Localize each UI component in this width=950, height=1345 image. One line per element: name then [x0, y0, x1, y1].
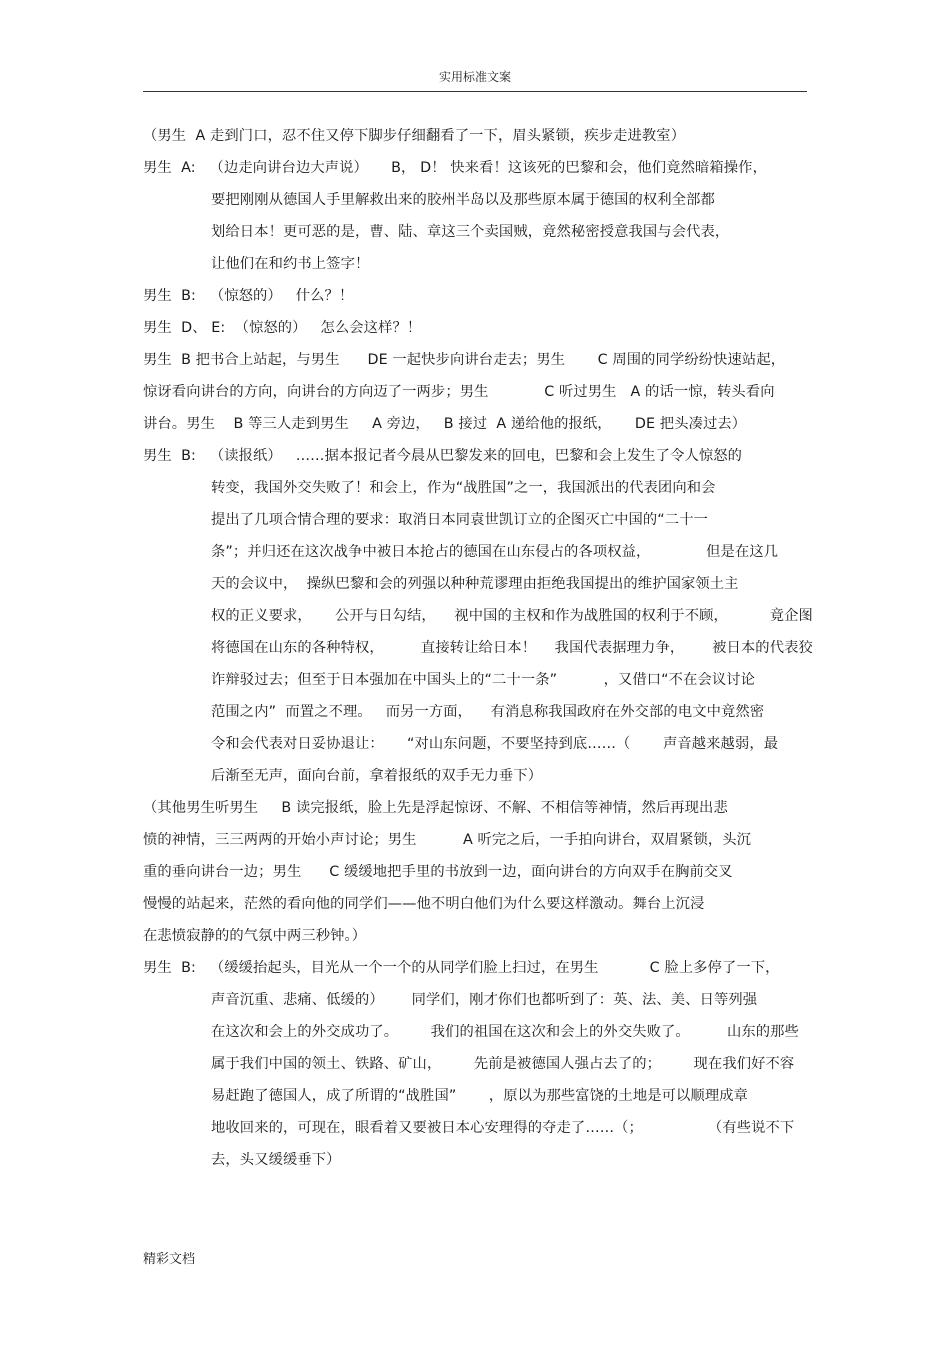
text-line: 将德国在山东的各种特权， 直接转让给日本！ 我国代表据理力争， 被日本的代表狡 — [211, 640, 813, 656]
text-line: 天的会议中， 操纵巴黎和会的列强以种种荒谬理由拒绝我国提出的维护国家领土主 — [211, 576, 739, 592]
text-line: （其他男生听男生 B 读完报纸，脸上先是浮起惊讶、不解、不相信等神情，然后再现出悲 — [143, 800, 728, 816]
text-line: 去，头又缓缓垂下） — [211, 1152, 341, 1168]
text-line: 诈辩驳过去；但至于日本强加在中国头上的“二十一条” ，又借口“不在会议讨论 — [211, 672, 756, 688]
text-line: 让他们在和约书上签字！ — [211, 256, 370, 272]
text-line: 易赶跑了德国人，成了所谓的“战胜国” ，原以为那些富饶的土地是可以顺理成章 — [211, 1088, 749, 1104]
text-line: 讲台。男生 B 等三人走到男生 A 旁边， B 接过 A 递给他的报纸， DE 把头凑过去） — [143, 416, 747, 432]
text-line: 后渐至无声，面向台前，拿着报纸的双手无力垂下） — [211, 768, 543, 784]
text-line: 范围之内” 而置之不理。 而另一方面， 有消息称我国政府在外交部的电文中竟然密 — [211, 704, 765, 720]
text-line: 声音沉重、悲痛、低缓的） 同学们，刚才你们也都听到了：英、法、美、日等列强 — [211, 992, 758, 1008]
text-line: 愤的神情，三三两两的开始小声讨论；男生 A 听完之后，一手拍向讲台，双眉紧锁，头沉 — [143, 832, 752, 848]
text-line: 令和会代表对日妥协退让： “对山东问题，不要坚持到底……（ 声音越来越弱，最 — [211, 736, 779, 752]
page-header: 实用标准文案 — [438, 70, 511, 84]
text-line: 条”；并归还在这次战争中被日本抢占的德国在山东侵占的各项权益， 但是在这几 — [211, 544, 779, 560]
text-line: 慢慢的站起来，茫然的看向他的同学们——他不明白他们为什么要这样激动。舞台上沉浸 — [143, 896, 705, 912]
text-line: 男生 B 把书合上站起，与男生 DE 一起快步向讲台走去；男生 C 周围的同学纷纷快速站起， — [143, 352, 786, 368]
text-line: 男生 B: （惊怒的） 什么？！ — [143, 288, 354, 304]
header-divider — [143, 91, 807, 92]
text-line: 在悲愤寂静的的气氛中两三秒钟。） — [143, 928, 367, 944]
page-footer: 精彩文档 — [143, 1252, 196, 1267]
text-line: 地收回来的，可现在，眼看着又要被日本心安理得的夺走了……（； （有些说不下 — [211, 1120, 795, 1136]
text-line: 在这次和会上的外交成功了。 我们的祖国在这次和会上的外交失败了。 山东的那些 — [211, 1024, 799, 1040]
text-line: 男生 B: （读报纸） ……据本报记者今晨从巴黎发来的回电，巴黎和会上发生了令人惊怒的 — [143, 448, 743, 464]
text-line: 要把刚刚从德国人手里解救出来的胶州半岛以及那些原本属于德国的权利全部都 — [211, 192, 715, 208]
text-line: 男生 A: （边走向讲台边大声说） B， D！ 快来看！这该死的巴黎和会，他们竟然暗箱操作， — [143, 160, 767, 176]
text-line: 转变，我国外交失败了！和会上，作为“战胜国”之一，我国派出的代表团向和会 — [211, 480, 716, 496]
text-line: （男生 A 走到门口，忍不住又停下脚步仔细翻看了一下，眉头紧锁，疾步走进教室） — [143, 128, 686, 144]
text-line: 男生 B: （缓缓抬起头，目光从一个一个的从同学们脸上扫过，在男生 C 脸上多停了一下， — [143, 960, 780, 976]
text-line: 重的垂向讲台一边；男生 C 缓缓地把手里的书放到一边，面向讲台的方向双手在胸前交叉 — [143, 864, 733, 880]
text-line: 惊讶看向讲台的方向，向讲台的方向迈了一两步；男生 C 听过男生 A 的话一惊，转头看向 — [143, 384, 775, 400]
text-line: 属于我们中国的领土、铁路、矿山， 先前是被德国人强占去了的； 现在我们好不容 — [211, 1056, 795, 1072]
text-line: 男生 D、 E: （惊怒的） 怎么会这样？！ — [143, 320, 422, 336]
text-line: 提出了几项合情合理的要求：取消日本同袁世凯订立的企图灭亡中国的“二十一 — [211, 512, 708, 528]
text-line: 划给日本！更可恶的是，曹、陆、章这三个卖国贼，竟然秘密授意我国与会代表， — [211, 224, 730, 240]
text-line: 权的正义要求， 公开与日勾结， 视中国的主权和作为战胜国的权利于不顾， 竟企图 — [211, 608, 813, 624]
